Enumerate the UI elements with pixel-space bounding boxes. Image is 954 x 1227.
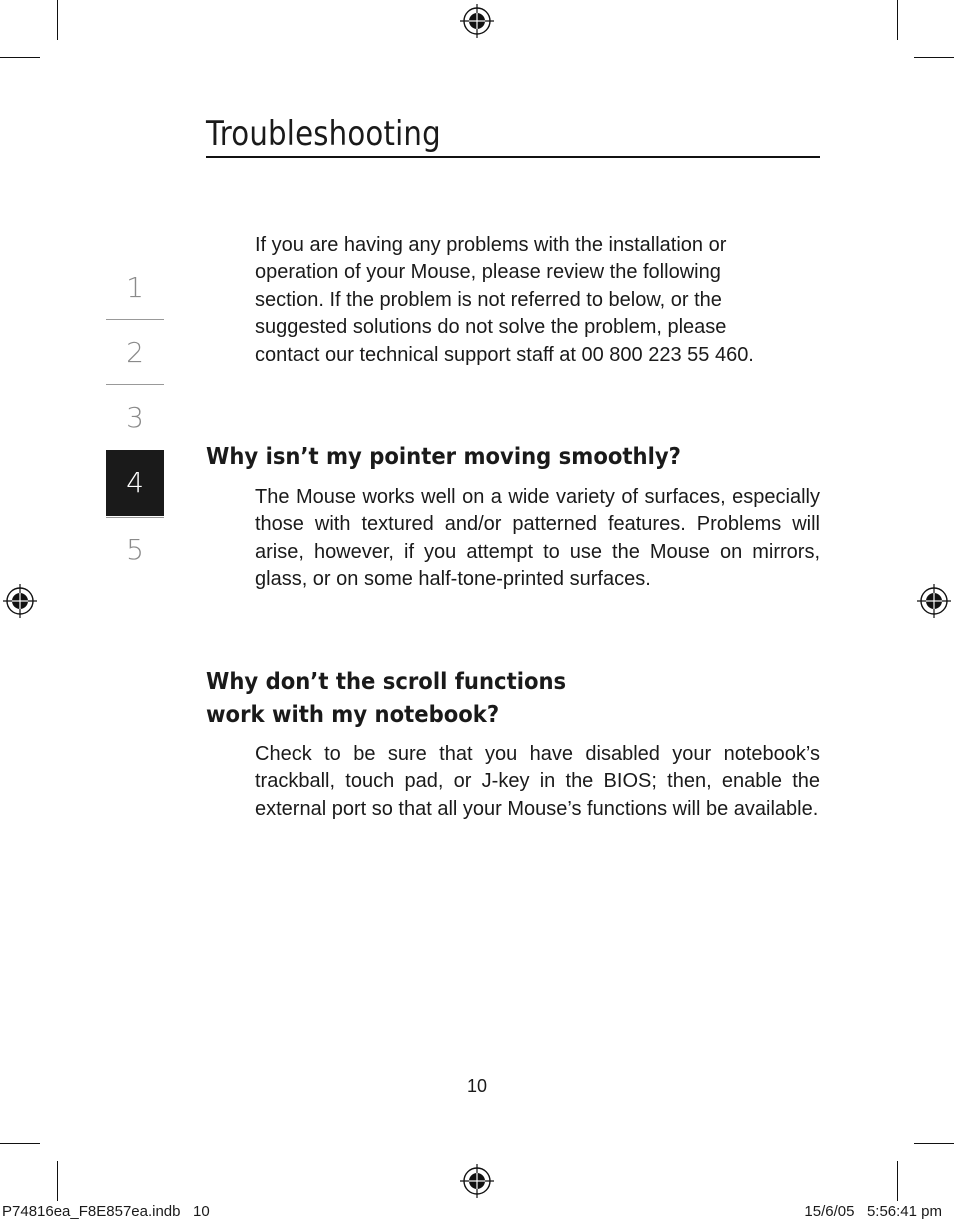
chapter-3[interactable]: 3 (126, 401, 144, 434)
crop-mark (57, 0, 58, 40)
crop-mark (57, 1161, 58, 1201)
section-heading-line: Why isn’t my pointer moving smoothly? (206, 444, 681, 470)
page-title (206, 114, 820, 158)
page-title-text: Troubleshooting (206, 114, 441, 154)
chapter-5[interactable]: 5 (126, 533, 144, 566)
crop-mark (897, 1161, 898, 1201)
chapter-divider (106, 319, 164, 320)
crop-mark (0, 57, 40, 58)
section-body: Check to be sure that you have disabled your notebook’s trackball, touch pad, or J-key in the BIOS; then, enable the external port so that all your Mouse’s functions will be available. (255, 743, 820, 820)
section-heading (206, 441, 722, 474)
chapter-divider (106, 517, 164, 518)
registration-mark-icon (917, 584, 951, 618)
page-number: 10 (466, 1076, 488, 1096)
crop-mark (914, 1143, 954, 1144)
intro-paragraph: If you are having any problems with the installation or operation of your Mouse, please review the following section. If the problem is not referred to below, or the suggested solutions do not solve the problem, please contact our technical support staff at 00 800 223 55 460. (255, 234, 754, 366)
crop-mark (0, 1143, 40, 1144)
registration-mark-icon (3, 584, 37, 618)
section-heading-line: Why don’t the scroll functions (206, 669, 567, 695)
chapter-2[interactable]: 2 (126, 336, 144, 369)
slug-datetime: 15/6/05 5:56:41 pm (804, 1203, 942, 1220)
chapter-1[interactable]: 1 (126, 271, 144, 304)
registration-mark-icon (460, 4, 494, 38)
crop-mark (914, 57, 954, 58)
slug-file: P74816ea_F8E857ea.indb 10 (2, 1203, 210, 1220)
crop-mark (897, 0, 898, 40)
registration-mark-icon (460, 1164, 494, 1198)
chapter-4-active[interactable]: 4 (106, 450, 164, 516)
section-heading (206, 666, 597, 732)
section-body: The Mouse works well on a wide variety of surfaces, especially those with textured and/or patterned features. Problems will arise, however, if you attempt to use the Mouse on mirrors, glass, or on some half-tone-printed surfaces. (255, 486, 820, 591)
section-heading-line: work with my notebook? (206, 702, 500, 728)
chapter-divider (106, 384, 164, 385)
